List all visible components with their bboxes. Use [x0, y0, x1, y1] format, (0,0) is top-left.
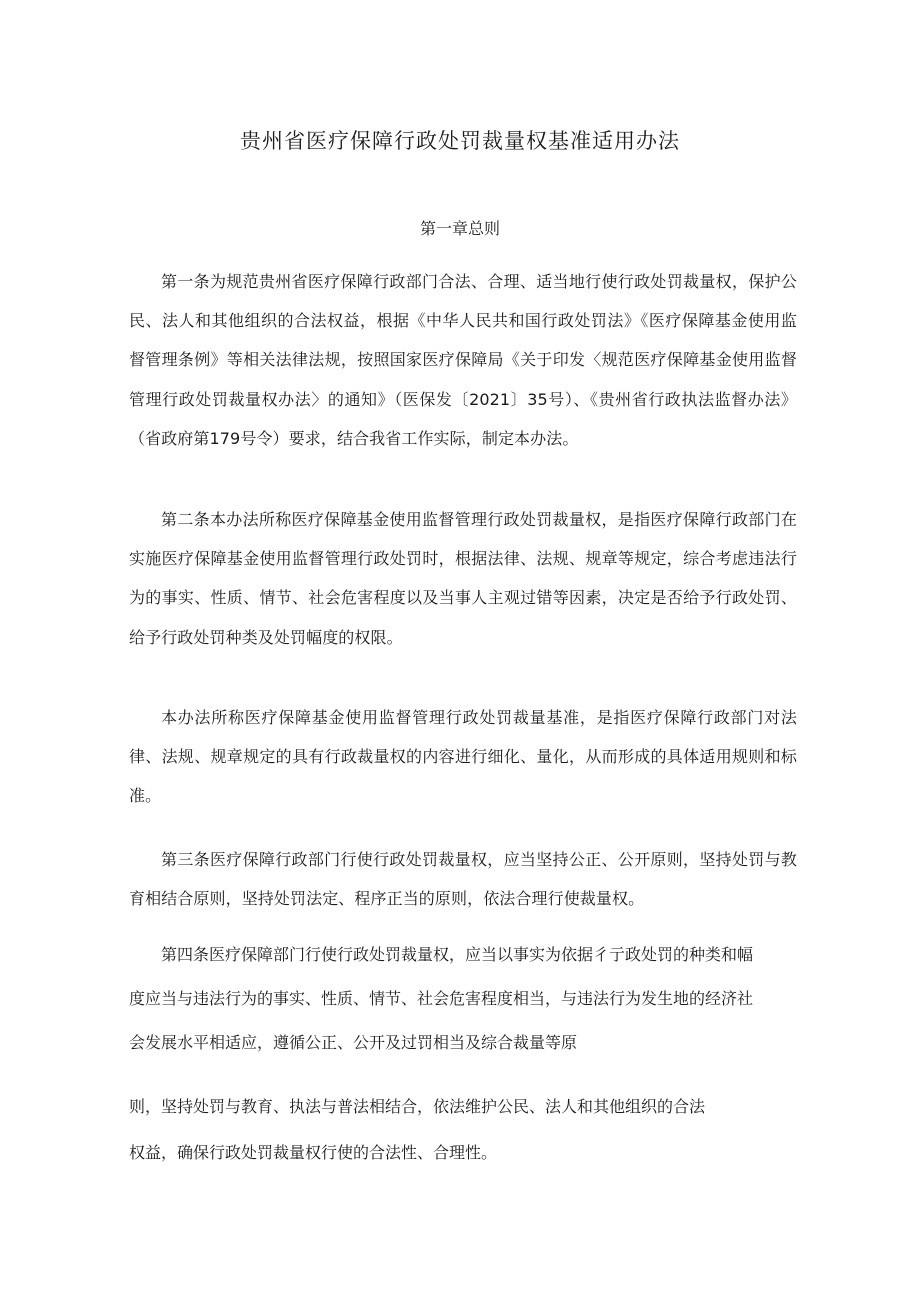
- article-4-line: 会发展水平相适应，遵循公正、公开及过罚相当及综合裁量等原: [129, 1033, 578, 1052]
- article-4-line: 权益，确保行政处罚裁量权行使的合法性、合理性。: [129, 1143, 498, 1162]
- article-2-paragraph: 第二条本办法所称医疗保障基金使用监督管理行政处罚裁量权，是指医疗保障行政部门在实施医疗保障基金使用监督管理行政处罚时，根据法律、法规、规章等规定，综合考虑违法行为的事实、性质、情节、社会危害程度以及当事人主观过错等因素，决定是否给予行政处罚、给予行政处罚种类及处罚幅度的权限。: [129, 510, 797, 647]
- article-1-paragraph: 第一条为规范贵州省医疗保障行政部门合法、合理、适当地行使行政处罚裁量权，保护公民、法人和其他组织的合法权益，根据《中华人民共和国行政处罚法》《医疗保障基金使用监督管理条例》等相关法律法规，按照国家医疗保障局《关于印发〈规范医疗保障基金使用监督管理行政处罚裁量权办法〉的通知》（医保发〔2021〕35号）、《贵州省行政执法监督办法》（省政府第179号令）要求，结合我省工作实际，制定本办法。: [129, 272, 797, 448]
- definition-paragraph: 本办法所称医疗保障基金使用监督管理行政处罚裁量基准，是指医疗保障行政部门对法律、法规、规章规定的具有行政裁量权的内容进行细化、量化，从而形成的具体适用规则和标准。: [129, 708, 797, 806]
- article-4-line: 第四条医疗保障部门行使行政处罚裁量权，应当以事实为依据彳亍政处罚的种类和幅: [161, 945, 754, 964]
- chapter-heading: 第一章总则: [419, 219, 500, 238]
- article-4-line: 则，坚持处罚与教育、执法与普法相结合，依法维护公民、法人和其他组织的合法: [129, 1097, 706, 1116]
- document-title: 贵州省医疗保障行政处罚裁量权基准适用办法: [240, 129, 680, 153]
- article-3-paragraph: 第三条医疗保障行政部门行使行政处罚裁量权，应当坚持公正、公开原则，坚持处罚与教育相结合原则，坚持处罚法定、程序正当的原则，依法合理行使裁量权。: [129, 850, 797, 909]
- article-4-line: 度应当与违法行为的事实、性质、情节、社会危害程度相当，与违法行为发生地的经济社: [129, 989, 754, 1008]
